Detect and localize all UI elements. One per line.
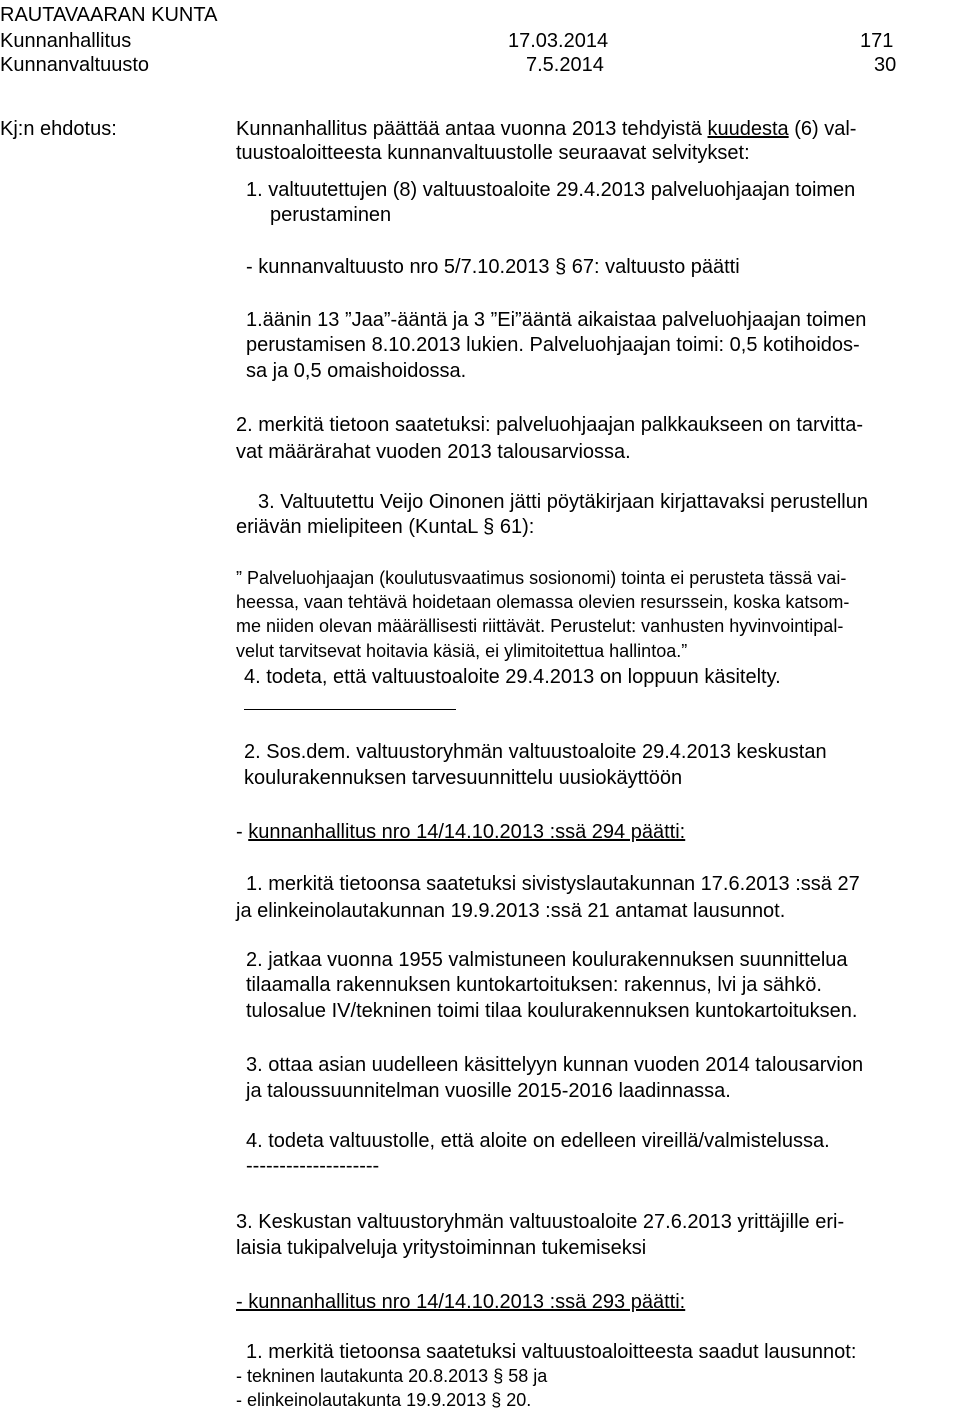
item3-list-item-1: - tekninen lautakunta 20.8.2013 § 58 ja [236,1366,548,1386]
item1-p3-line1: 3. Valtuutettu Veijo Oinonen jätti pöytäkirjaan kirjattavaksi perustellun [258,491,868,513]
header-page-2: 30 [874,54,897,76]
item1-p2-line1: 2. merkitä tietoon saatetuksi: palveluohjaajan palkkaukseen on tarvitta- [236,414,864,436]
header-body-2: Kunnanvaltuusto [0,54,150,76]
item1-p2-line2: vat määrärahat vuoden 2013 talousarviossa. [236,441,631,463]
item2-p4: 4. todeta valtuustolle, että aloite on edelleen vireillä/valmistelussa. [246,1130,830,1152]
header-date-2: 7.5.2014 [526,54,604,76]
item2-p1-line1: 1. merkitä tietoonsa saatetuksi sivistyslautakunnan 17.6.2013 :ssä 27 [246,873,860,895]
item1-title-line2: perustaminen [270,204,392,226]
item3-p1: 1. merkitä tietoonsa saatetuksi valtuustoaloitteesta saadut lausunnot: [246,1341,857,1363]
item2-separator: -------------------- [246,1155,380,1177]
item1-quote-line4: velut tarvitsevat hoitavia käsiä, ei ylimitoitettua hallintoa.” [236,641,688,661]
item2-p2-line1: 2. jatkaa vuonna 1955 valmistuneen koulurakennuksen suunnittelua [246,949,848,971]
item1-quote-line2: heessa, vaan tehtävä hoidetaan olemassa olevien resurssein, koska katsom- [236,592,850,612]
section-divider-line [244,709,456,710]
header-body-1: Kunnanhallitus [0,30,132,52]
item2-p3-line2: ja taloussuunnitelman vuosille 2015-2016 laadinnassa. [246,1080,731,1102]
item1-p1-line2: perustamisen 8.10.2013 lukien. Palveluohjaajan toimi: 0,5 kotihoidos- [246,334,860,356]
item2-title-line1: 2. Sos.dem. valtuustoryhmän valtuustoaloite 29.4.2013 keskustan [244,741,827,763]
header-date-1: 17.03.2014 [508,30,609,52]
item1-p1-line1: 1.äänin 13 ”Jaa”-ääntä ja 3 ”Ei”ääntä aikaistaa palveluohjaajan toimen [246,309,867,331]
item3-title-line1: 3. Keskustan valtuustoryhmän valtuustoaloite 27.6.2013 yrittäjille eri- [236,1211,845,1233]
proposal-intro-line1: Kunnanhallitus päättää antaa vuonna 2013 tehdyistä kuudesta (6) val- [236,118,857,140]
item1-p1-line3: sa ja 0,5 omaishoidossa. [246,360,467,382]
item1-decision: - kunnanvaltuusto nro 5/7.10.2013 § 67: valtuusto päätti [246,256,740,278]
item3-title-line2: laisia tukipalveluja yritystoiminnan tukemiseksi [236,1237,647,1259]
item2-p3-line1: 3. ottaa asian uudelleen käsittelyyn kunnan vuoden 2014 talousarvion [246,1054,864,1076]
item2-p2-line3: tulosalue IV/tekninen toimi tilaa koulurakennuksen kuntokartoituksen. [246,1000,858,1022]
municipality-name: RAUTAVAARAN KUNTA [0,4,218,26]
item2-title-line2: koulurakennuksen tarvesuunnittelu uusiokäyttöön [244,767,683,789]
item3-decision: - kunnanhallitus nro 14/14.10.2013 :ssä 293 päätti: [236,1291,686,1313]
item1-p4: 4. todeta, että valtuustoaloite 29.4.2013 on loppuun käsitelty. [244,666,781,688]
item1-quote-line1: ” Palveluohjaajan (koulutusvaatimus sosionomi) tointa ei perusteta tässä vai- [236,568,847,588]
item2-p2-line2: tilaamalla rakennuksen kuntokartoituksen: rakennus, lvi ja sähkö. [246,974,822,996]
item1-title-line1: 1. valtuutettujen (8) valtuustoaloite 29.4.2013 palveluohjaajan toimen [246,179,856,201]
item2-p1-line2: ja elinkeinolautakunnan 19.9.2013 :ssä 21 antamat lausunnot. [236,900,786,922]
proposal-label: Kj:n ehdotus: [0,118,117,140]
header-page-1: 171 [860,30,894,52]
proposal-intro-line2: tuustoaloitteesta kunnanvaltuustolle seuraavat selvitykset: [236,142,750,164]
item1-quote-line3: me niiden olevan määrällisesti riittävät. Perustelut: vanhusten hyvinvointipal- [236,616,844,636]
item3-list-item-2: - elinkeinolautakunta 19.9.2013 § 20. [236,1390,532,1410]
item1-p3-line2: eriävän mielipiteen (KuntaL § 61): [236,516,535,538]
item2-decision: - kunnanhallitus nro 14/14.10.2013 :ssä 294 päätti: [236,821,686,843]
